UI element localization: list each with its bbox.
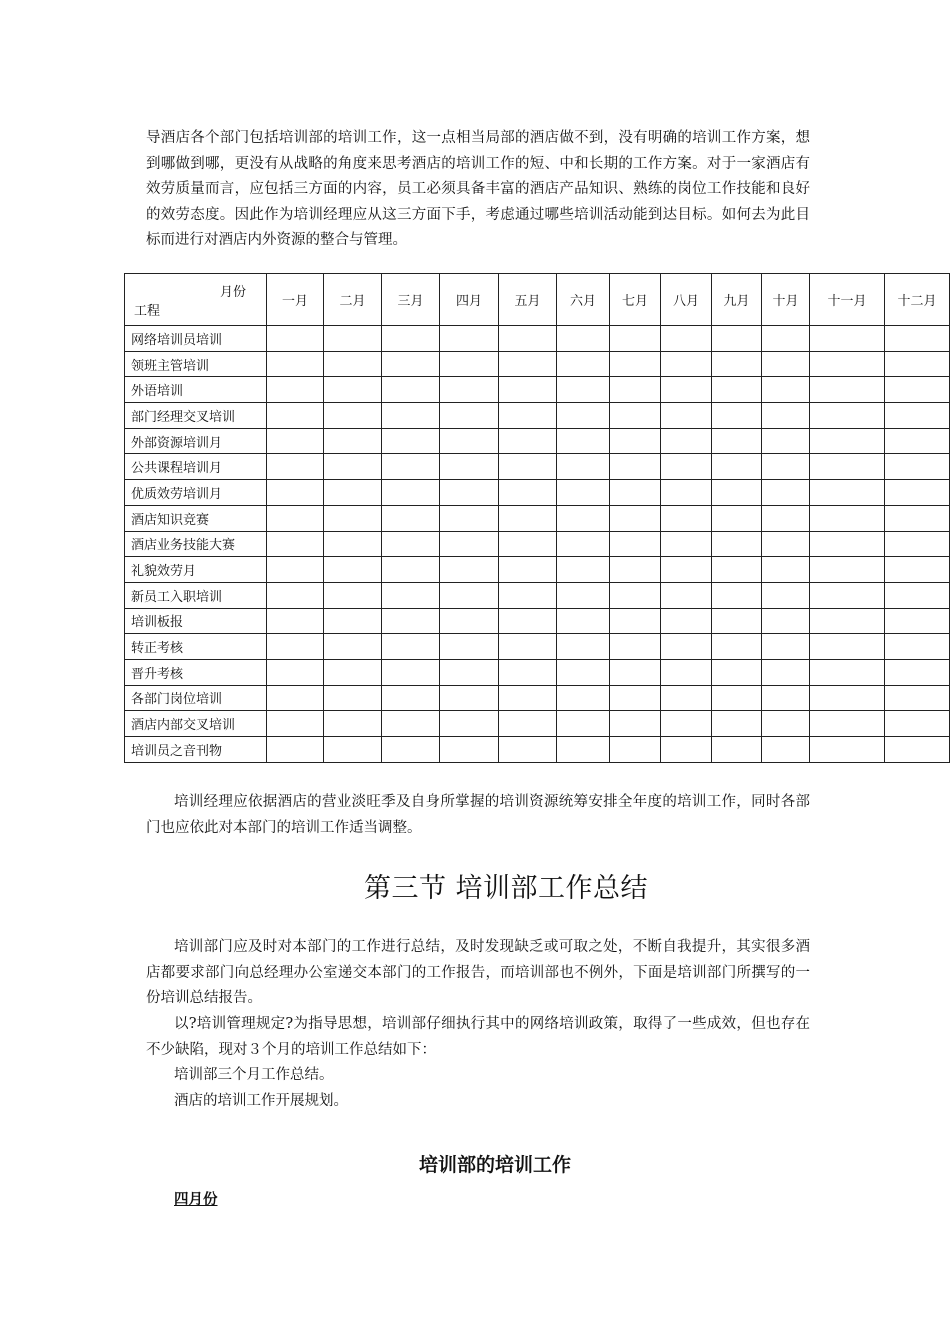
table-cell [324,737,382,763]
table-cell [324,326,382,352]
month-header-cell: 八月 [661,274,712,326]
table-cell [267,454,324,480]
table-row [125,737,950,763]
table-cell [440,608,499,634]
table-cell [382,737,440,763]
table-cell [810,505,885,531]
table-cell [885,377,950,403]
table-cell [324,557,382,583]
month-header-cell: 六月 [557,274,610,326]
table-cell [885,480,950,506]
row-label: 外语培训 [125,377,267,403]
table-row [125,634,950,660]
table-cell [810,531,885,557]
table-cell [267,351,324,377]
row-label: 新员工入职培训 [125,582,267,608]
row-label: 培训板报 [125,608,267,634]
table-cell [885,428,950,454]
table-cell [382,428,440,454]
table-cell [440,428,499,454]
table-row [125,403,950,429]
table-cell [382,326,440,352]
table-cell [382,582,440,608]
table-cell [885,557,950,583]
table-row [125,326,950,352]
table-cell [610,326,661,352]
table-cell [499,377,557,403]
table-cell [610,634,661,660]
table-cell [661,685,712,711]
table-row [125,608,950,634]
table-row [125,531,950,557]
table-cell [557,737,610,763]
table-cell [267,737,324,763]
table-cell [712,377,762,403]
table-cell [810,582,885,608]
table-cell [610,351,661,377]
table-cell [885,685,950,711]
corner-item-label: 工程 [134,304,161,319]
table-cell [557,428,610,454]
table-cell [661,377,712,403]
table-row [125,351,950,377]
table-cell [324,480,382,506]
table-cell [810,403,885,429]
table-cell [382,608,440,634]
table-cell [610,454,661,480]
table-row [125,505,950,531]
table-cell [499,711,557,737]
table-cell [267,582,324,608]
table-cell [712,634,762,660]
row-label: 领班主管培训 [125,351,267,377]
table-cell [499,454,557,480]
table-cell [499,351,557,377]
table-cell [885,326,950,352]
table-cell [610,428,661,454]
table-cell [499,582,557,608]
table-cell [712,531,762,557]
table-cell [267,326,324,352]
table-cell [661,711,712,737]
table-cell [610,582,661,608]
table-row [125,659,950,685]
table-cell [440,737,499,763]
table-cell [610,608,661,634]
table-cell [712,711,762,737]
table-cell [440,351,499,377]
table-cell [557,659,610,685]
table-cell [267,428,324,454]
table-cell [810,608,885,634]
table-cell [557,634,610,660]
table-cell [810,480,885,506]
table-cell [810,428,885,454]
table-cell [382,505,440,531]
table-cell [762,659,810,685]
table-cell [382,685,440,711]
table-cell [762,557,810,583]
table-cell [810,454,885,480]
table-cell [762,351,810,377]
table-cell [440,557,499,583]
table-cell [661,505,712,531]
table-cell [712,737,762,763]
table-cell [610,685,661,711]
month-header-cell: 九月 [712,274,762,326]
table-cell [440,326,499,352]
table-cell [610,659,661,685]
table-cell [324,659,382,685]
table-cell [267,480,324,506]
month-header-cell: 三月 [382,274,440,326]
table-cell [712,582,762,608]
table-cell [557,608,610,634]
row-label: 各部门岗位培训 [125,685,267,711]
month-header-cell: 五月 [499,274,557,326]
table-cell [610,377,661,403]
table-cell [267,711,324,737]
table-cell [762,377,810,403]
table-cell [382,480,440,506]
table-cell [661,659,712,685]
table-cell [712,480,762,506]
table-cell [557,454,610,480]
table-row [125,582,950,608]
sub-title: 培训部的培训工作 [418,1154,571,1176]
table-cell [499,403,557,429]
table-cell [762,685,810,711]
table-cell [440,711,499,737]
table-cell [661,351,712,377]
table-cell [499,531,557,557]
table-cell [712,505,762,531]
table-cell [610,531,661,557]
table-cell [762,480,810,506]
row-label: 网络培训员培训 [125,326,267,352]
table-cell [267,659,324,685]
summary-paragraph: 培训部门应及时对本部门的工作进行总结，及时发现缺乏或可取之处，不断自我提升，其实很多酒店都要求部门向总经理办公室递交本部门的工作报告，而培训部也不例外，下面是培训部门所撰写的一份培训总结报告。 [146,939,810,1007]
table-cell [557,582,610,608]
table-cell [440,685,499,711]
row-label: 优质效劳培训月 [125,480,267,506]
table-cell [885,351,950,377]
table-cell [557,505,610,531]
table-cell [661,326,712,352]
table-cell [324,582,382,608]
table-cell [440,505,499,531]
table-cell [499,659,557,685]
table-cell [440,480,499,506]
row-label: 部门经理交叉培训 [125,403,267,429]
table-cell [557,711,610,737]
table-cell [324,351,382,377]
table-cell [382,634,440,660]
table-cell [557,377,610,403]
summary-line-2: 酒店的培训工作开展规划。 [174,1093,348,1109]
section-title: 第三节 培训部工作总结 [363,873,649,904]
table-cell [499,557,557,583]
table-cell [885,454,950,480]
table-cell [324,608,382,634]
table-cell [885,659,950,685]
summary-line-1: 培训部三个月工作总结。 [174,1067,334,1083]
table-cell [382,659,440,685]
table-cell [324,505,382,531]
table-cell [661,403,712,429]
table-cell [712,685,762,711]
table-row [125,557,950,583]
table-cell [885,634,950,660]
table-corner-cell [125,274,267,326]
table-cell [762,582,810,608]
table-cell [324,428,382,454]
month-header-cell: 十二月 [885,274,950,326]
table-cell [499,737,557,763]
table-cell [324,685,382,711]
table-cell [324,711,382,737]
table-cell [712,608,762,634]
row-label: 酒店内部交叉培训 [125,711,267,737]
training-plan-table [124,273,950,763]
table-cell [885,531,950,557]
table-cell [610,557,661,583]
table-cell [557,351,610,377]
table-cell [382,711,440,737]
table-cell [661,454,712,480]
table-cell [610,737,661,763]
row-label: 转正考核 [125,634,267,660]
table-cell [324,531,382,557]
table-cell [762,711,810,737]
table-cell [440,582,499,608]
table-cell [440,403,499,429]
month-heading: 四月份 [174,1191,218,1208]
table-cell [762,403,810,429]
month-header-cell: 一月 [267,274,324,326]
table-cell [499,428,557,454]
row-label: 培训员之音刊物 [125,737,267,763]
table-cell [267,608,324,634]
guide-paragraph: 以?培训管理规定?为指导思想，培训部仔细执行其中的网络培训政策，取得了一些成效，但也存在不少缺陷，现对３个月的培训工作总结如下： [146,1016,810,1058]
table-cell [267,377,324,403]
table-cell [440,454,499,480]
table-cell [267,685,324,711]
table-cell [557,557,610,583]
table-cell [661,608,712,634]
table-cell [885,582,950,608]
table-cell [762,505,810,531]
table-cell [499,480,557,506]
table-cell [382,403,440,429]
table-cell [885,737,950,763]
table-cell [324,377,382,403]
table-cell [610,505,661,531]
table-cell [810,634,885,660]
table-cell [712,351,762,377]
table-cell [557,480,610,506]
table-cell [712,659,762,685]
month-header-cell: 十一月 [810,274,885,326]
table-row [125,377,950,403]
table-cell [499,608,557,634]
table-cell [267,531,324,557]
table-cell [499,634,557,660]
table-cell [712,403,762,429]
table-cell [712,326,762,352]
table-row [125,428,950,454]
table-cell [762,454,810,480]
table-cell [267,557,324,583]
table-cell [661,737,712,763]
table-cell [762,737,810,763]
table-cell [610,403,661,429]
table-cell [762,326,810,352]
table-cell [661,557,712,583]
after-table-paragraph: 培训经理应依据酒店的营业淡旺季及自身所掌握的培训资源统筹安排全年度的培训工作，同时各部门也应依此对本部门的培训工作适当调整。 [146,794,810,836]
row-label: 酒店知识竞赛 [125,505,267,531]
table-cell [885,403,950,429]
table-cell [810,659,885,685]
table-cell [610,480,661,506]
table-row [125,711,950,737]
month-header-cell: 二月 [324,274,382,326]
table-cell [557,326,610,352]
table-cell [661,428,712,454]
row-label: 外部资源培训月 [125,428,267,454]
table-cell [762,531,810,557]
table-cell [762,634,810,660]
month-header-cell: 四月 [440,274,499,326]
table-cell [810,377,885,403]
table-cell [440,531,499,557]
table-cell [810,351,885,377]
table-cell [762,608,810,634]
corner-month-label: 月份 [219,285,246,300]
table-cell [557,531,610,557]
table-cell [499,326,557,352]
intro-paragraph: 导酒店各个部门包括培训部的培训工作，这一点相当局部的酒店做不到，没有明确的培训工作方案，想到哪做到哪，更没有从战略的角度来思考酒店的培训工作的短、中和长期的工作方案。对于一家酒店有效劳质量而言，应包括三方面的内容，员工必须具备丰富的酒店产品知识、熟练的岗位工作技能和良好的效劳态度。因此作为培训经理应从这三方面下手，考虑通过哪些培训活动能到达目标。如何去为此目标而进行对酒店内外资源的整合与管理。 [146,130,810,249]
table-cell [499,685,557,711]
table-cell [557,403,610,429]
table-cell [382,351,440,377]
table-cell [712,428,762,454]
table-cell [885,505,950,531]
table-cell [440,634,499,660]
table-cell [661,531,712,557]
table-cell [762,428,810,454]
month-header-cell: 七月 [610,274,661,326]
table-header-row [125,274,950,326]
table-cell [499,505,557,531]
table-cell [810,326,885,352]
row-label: 公共课程培训月 [125,454,267,480]
table-cell [810,685,885,711]
table-cell [382,377,440,403]
table-cell [810,557,885,583]
table-cell [382,454,440,480]
table-row [125,685,950,711]
table-cell [324,634,382,660]
table-cell [324,403,382,429]
table-cell [382,557,440,583]
table-row [125,480,950,506]
table-cell [661,634,712,660]
table-cell [610,711,661,737]
month-header-cell: 十月 [762,274,810,326]
table-cell [810,737,885,763]
table-cell [267,505,324,531]
table-cell [267,634,324,660]
table-cell [324,454,382,480]
table-cell [382,531,440,557]
row-label: 晋升考核 [125,659,267,685]
row-label: 酒店业务技能大赛 [125,531,267,557]
table-cell [440,659,499,685]
table-cell [885,711,950,737]
table-cell [885,608,950,634]
table-cell [712,557,762,583]
table-cell [712,454,762,480]
table-cell [440,377,499,403]
table-cell [661,582,712,608]
row-label: 礼貌效劳月 [125,557,267,583]
table-row [125,454,950,480]
table-cell [810,711,885,737]
table-cell [267,403,324,429]
table-cell [661,480,712,506]
table-cell [557,685,610,711]
